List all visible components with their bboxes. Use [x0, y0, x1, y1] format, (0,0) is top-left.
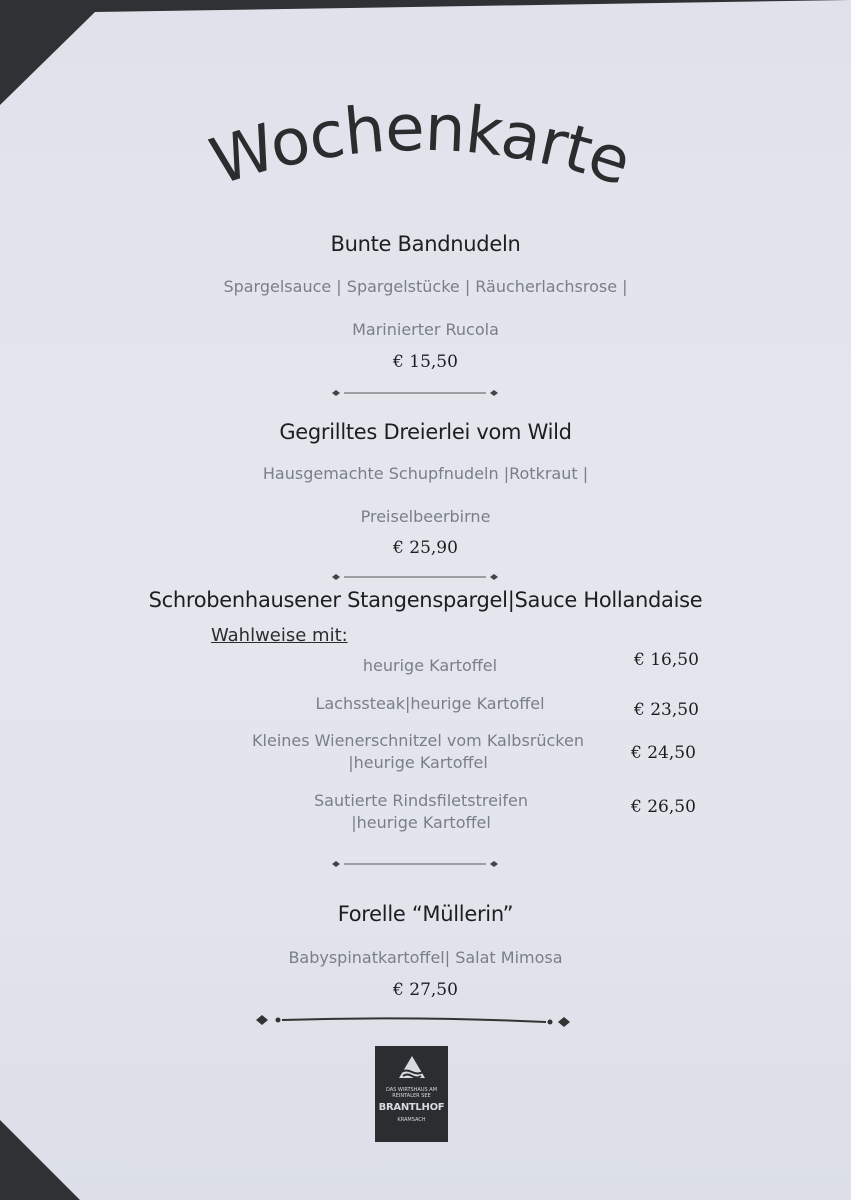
menu-title-text: Wochenkarte [202, 95, 639, 201]
logo-place: KRAMSACH [397, 1117, 426, 1123]
option-price: € 16,50 [634, 650, 699, 670]
logo-name: BRANTLHOF [378, 1102, 445, 1113]
option-item: Kleines Wienerschnitzel vom Kalbsrücken |heurige Kartoffel [252, 731, 584, 772]
ornament-divider [330, 387, 500, 399]
dish-name: Bunte Bandnudeln [330, 232, 521, 256]
dish-name: Gegrilltes Dreierlei vom Wild [279, 420, 572, 444]
brantlhof-logo [375, 1046, 448, 1142]
options-label: Wahlweise mit: [211, 625, 348, 646]
svg-text:Wochenkarte [202, 95, 638, 200]
logo-tagline: REINTALER SEE [392, 1093, 431, 1099]
dish-name: Forelle “Müllerin” [337, 902, 514, 926]
dish-price: € 25,90 [393, 538, 458, 558]
option-item: Sautierte Rindsfiletstreifen |heurige Kartoffel [313, 791, 529, 832]
ornament-divider [330, 858, 500, 870]
option-price: € 24,50 [631, 743, 696, 763]
logo-tagline: DAS WIRTSHAUS AM [385, 1087, 438, 1093]
ornament-divider-large [254, 1013, 574, 1029]
option-item: Lachssteak|heurige Kartoffel [315, 694, 545, 713]
dish-description: Spargelsauce | Spargelstücke | Räucherlachsrose | [223, 277, 628, 296]
menu-title [150, 95, 690, 225]
option-price: € 26,50 [631, 797, 696, 817]
option-item: heurige Kartoffel [362, 656, 498, 675]
dish-description: Babyspinatkartoffel| Salat Mimosa [288, 948, 563, 967]
dish-name: Schrobenhausener Stangenspargel|Sauce Hollandaise [148, 588, 703, 612]
dish-description: Hausgemachte Schupfnudeln |Rotkraut | [262, 464, 589, 483]
dish-price: € 27,50 [393, 980, 458, 1000]
option-price: € 23,50 [634, 700, 699, 720]
ornament-divider [330, 571, 500, 583]
dish-description: Preiselbeerbirne [360, 507, 491, 526]
dish-description: Marinierter Rucola [352, 320, 499, 339]
triangle-logo-icon [397, 1054, 427, 1082]
dish-price: € 15,50 [393, 352, 458, 372]
